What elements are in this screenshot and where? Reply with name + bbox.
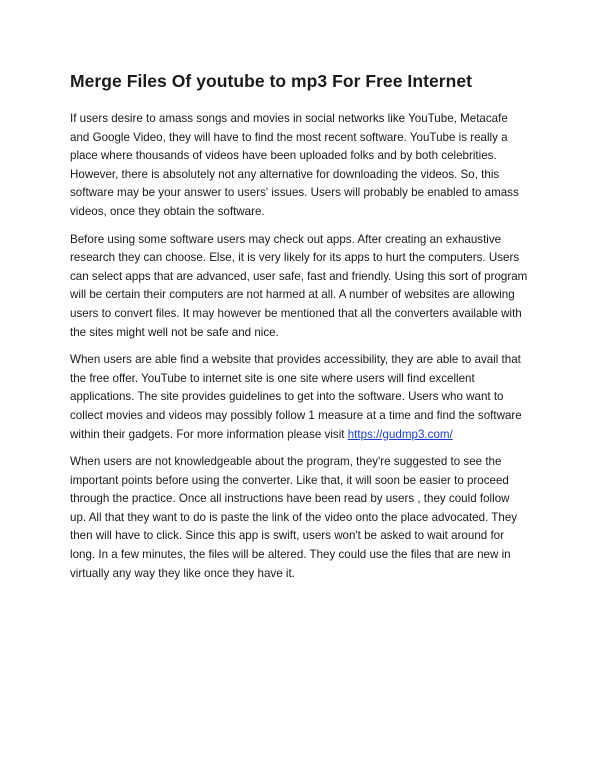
paragraph-3-text: When users are able find a website that provides accessibility, they are able to avail that the free offer. YouTube to internet site is one site where users will find excellent applications. The site provides guidelines to get into the software. Users who want to collect movies and videos may possibly follow 1 measure at a time and find the software within their gadgets. For more information please visit (70, 353, 522, 441)
gudmp3-link[interactable]: https://gudmp3.com/ (347, 427, 453, 441)
document-title: Merge Files Of youtube to mp3 For Free Internet (70, 71, 472, 91)
paragraph-3 (70, 351, 528, 444)
paragraph-4: When users are not knowledgeable about the program, they're suggested to see the important points before using the converter. Like that, it will soon be easier to proceed through the practice. Once all instructions have been read by users , they could follow up. All that they want to do is paste the link of the video onto the place advocated. They then will have to click. Since this app is swift, users won't be asked to wait around for long. In a few minutes, the files will be altered. They could use the files that are new in virtually any way they like once they have it. (70, 455, 518, 580)
document-page (70, 70, 528, 592)
paragraph-1: If users desire to amass songs and movies in social networks like YouTube, Metacafe and Google Video, they will have to find the most recent software. YouTube is really a place where thousands of videos have been uploaded folks and by both celebrities. However, there is absolutely not any alternative for downloading the videos. So, this software may be your answer to users' issues. Users will probably be enabled to amass videos, once they obtain the software. (70, 112, 519, 218)
paragraph-2: Before using some software users may check out apps. After creating an exhaustive research they can choose. Else, it is very likely for its apps to hurt the computers. Users can select apps that are advanced, user safe, fast and friendly. Using this sort of program will be certain their computers are not harmed at all. A number of websites are allowing users to convert files. It may however be mentioned that all the converters available with the sites might well not be safe and nice. (70, 232, 528, 339)
